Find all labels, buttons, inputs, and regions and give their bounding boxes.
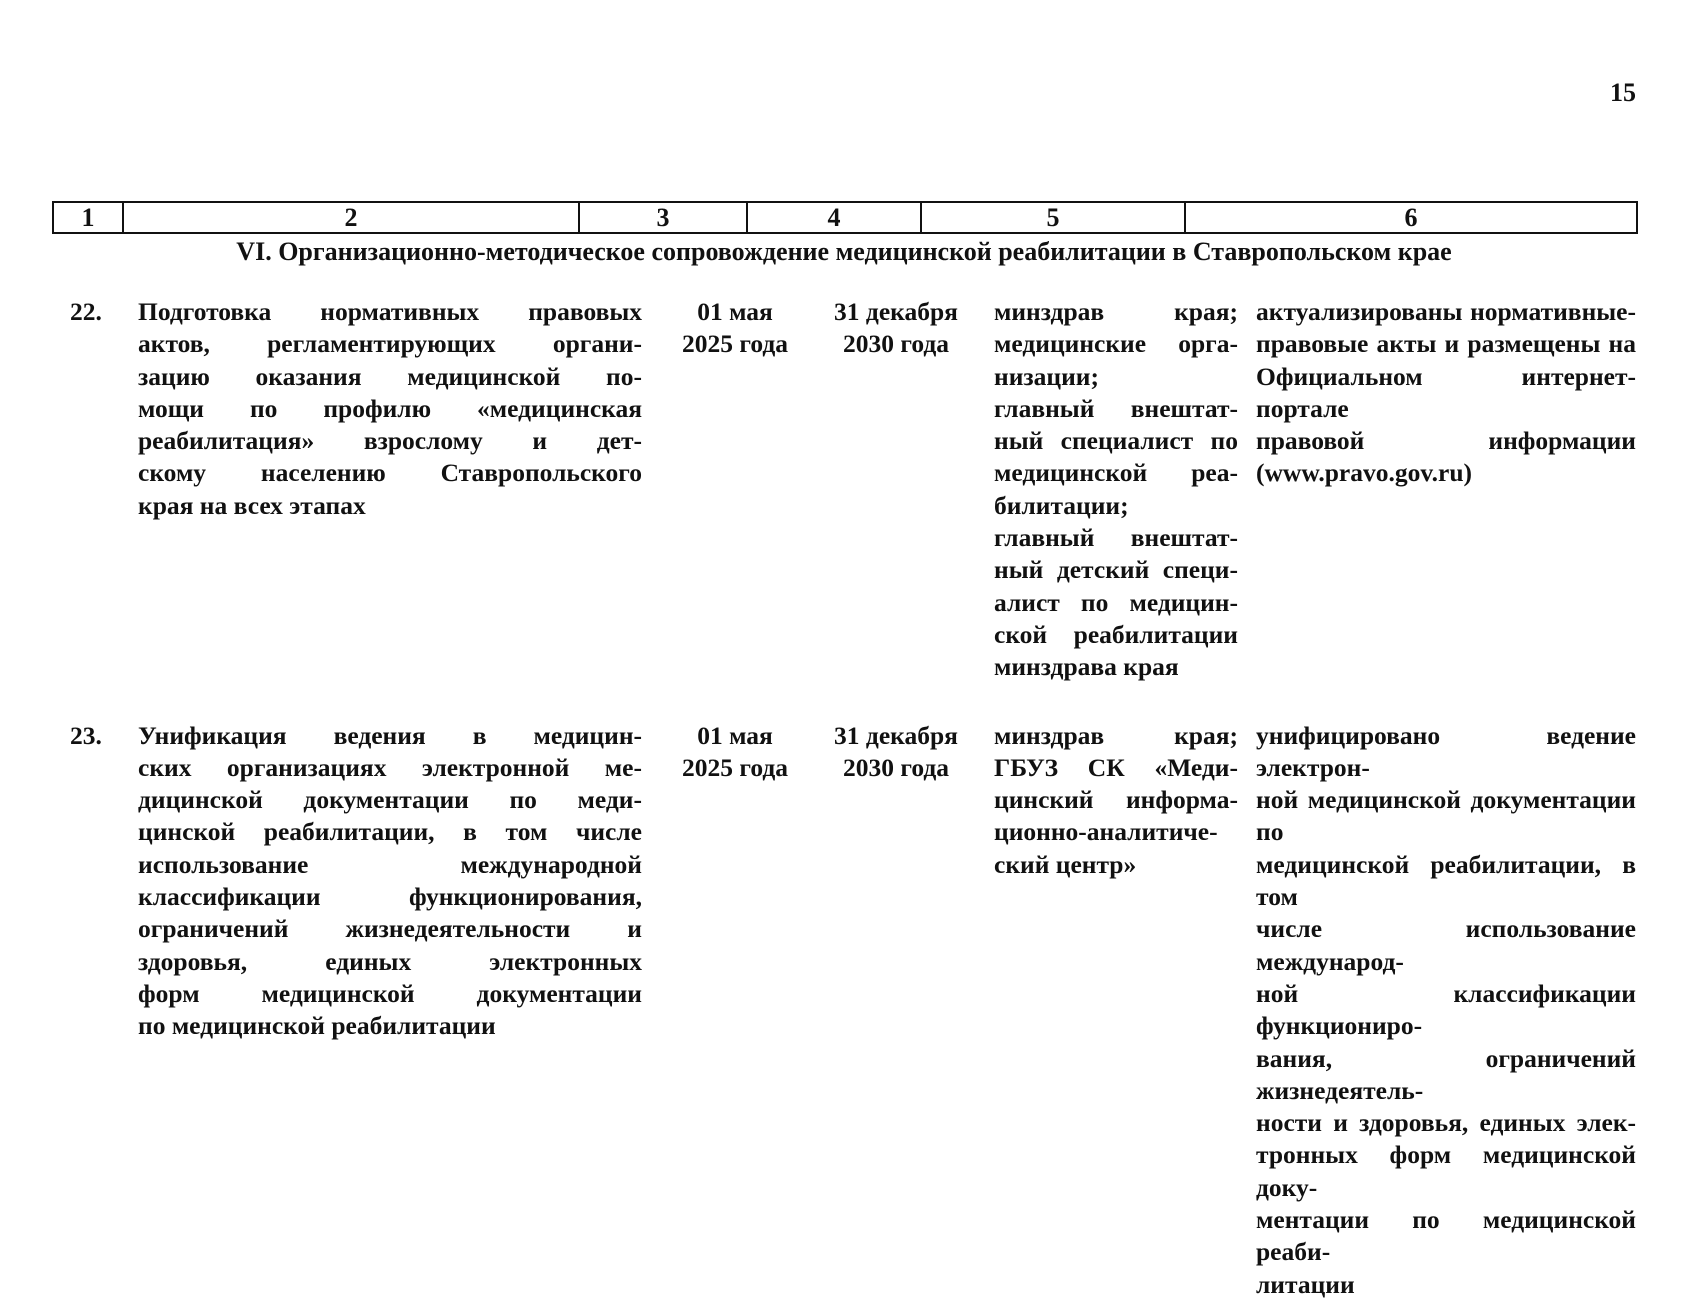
text-line: здоровья, единых электронных <box>138 946 642 976</box>
text-line: алист по медицин- <box>994 587 1238 617</box>
activity-description <box>128 296 642 522</box>
text-line: цинской реабилитации, в том числе <box>138 817 642 847</box>
text-line: ский центр» <box>994 849 1137 879</box>
column-number-2: 2 <box>123 202 579 233</box>
text-line: использование международной <box>138 849 642 879</box>
text-line: числе использование международ- <box>1256 914 1636 976</box>
text-line: мощи по профилю «медицинская <box>138 393 642 423</box>
start-date: 01 мая 2025 года <box>682 297 788 359</box>
text-line: медицинские орга- <box>994 329 1238 359</box>
text-line: Унификация ведения в медицин- <box>138 720 642 750</box>
text-line: низации; <box>994 361 1099 391</box>
row-number: 22. <box>70 297 102 326</box>
column-number-header <box>52 201 1638 234</box>
table-row <box>52 720 1636 1301</box>
text-line: Подготовка нормативных правовых <box>138 297 642 326</box>
activity-description <box>128 720 642 1043</box>
text-line: главный внештат- <box>994 523 1238 553</box>
text-line: ный специалист по <box>994 426 1238 456</box>
text-line: главный внештат- <box>994 393 1238 423</box>
column-number-1: 1 <box>53 202 123 233</box>
text-line: медицинской реа- <box>994 458 1238 488</box>
text-line: реабилитация» взрослому и дет- <box>138 426 642 456</box>
table-row <box>52 296 1636 684</box>
text-line: унифицировано ведение электрон- <box>1256 720 1636 782</box>
text-line: минздрав края; <box>994 720 1238 750</box>
text-line: края на всех этапах <box>138 490 366 520</box>
text-line: ментации по медицинской реаби- <box>1256 1205 1636 1267</box>
text-line: цинский информа- <box>994 785 1238 815</box>
text-line: литации <box>1256 1269 1355 1299</box>
text-line: зацию оказания медицинской по- <box>138 361 642 391</box>
text-line: дицинской документации по меди- <box>138 785 642 815</box>
text-line: ских организациях электронной ме- <box>138 752 642 782</box>
expected-result <box>1246 720 1636 1301</box>
text-line: ной классификации функциониро- <box>1256 978 1636 1041</box>
text-line: актов, регламентирующих органи- <box>138 329 642 359</box>
text-line: ционно-аналитиче- <box>994 817 1218 847</box>
text-line: актуализированы нормативные- <box>1256 297 1636 326</box>
column-number-6: 6 <box>1185 202 1637 233</box>
text-line: ограничений жизнедеятельности и <box>138 914 642 944</box>
text-line: медицинской реабилитации, в том <box>1256 849 1636 912</box>
page-number: 15 <box>1610 78 1636 107</box>
text-line: (www.pravo.gov.ru) <box>1256 458 1473 488</box>
text-line: форм медицинской документации <box>138 978 642 1008</box>
section-title: VI. Организационно-методическое сопровождение медицинской реабилитации в Ставропольском крае <box>236 237 1452 266</box>
end-date: 31 декабря 2030 года <box>834 720 958 782</box>
row-number: 23. <box>70 720 102 750</box>
expected-result <box>1246 296 1636 490</box>
responsible-executors <box>984 296 1246 684</box>
column-number-3: 3 <box>579 202 747 233</box>
text-line: билитации; <box>994 490 1129 520</box>
text-line: классификации функционирования, <box>138 882 642 912</box>
text-line: правовой информации <box>1256 426 1636 456</box>
text-line: ской реабилитации <box>994 619 1238 649</box>
column-number-5: 5 <box>921 202 1185 233</box>
text-line: правовые акты и размещены на <box>1256 329 1636 359</box>
text-line: тронных форм медицинской доку- <box>1256 1140 1636 1202</box>
start-date: 01 мая 2025 года <box>682 720 788 782</box>
text-line: скому населению Ставропольского <box>138 458 642 488</box>
text-line: ности и здоровья, единых элек- <box>1256 1108 1636 1138</box>
responsible-executors <box>984 720 1246 881</box>
text-line: ГБУЗ СК «Меди- <box>994 752 1238 782</box>
text-line: минздрав края; <box>994 297 1238 326</box>
text-line: Официальном интернет-портале <box>1256 361 1636 423</box>
text-line: вания, ограничений жизнедеятель- <box>1256 1043 1636 1105</box>
table-body <box>52 296 1636 1301</box>
text-line: ный детский специ- <box>994 555 1238 585</box>
text-line: по медицинской реабилитации <box>138 1011 496 1041</box>
text-line: ной медицинской документации по <box>1256 785 1636 847</box>
column-number-4: 4 <box>747 202 921 233</box>
end-date: 31 декабря 2030 года <box>834 297 958 359</box>
text-line: минздрава края <box>994 652 1179 682</box>
